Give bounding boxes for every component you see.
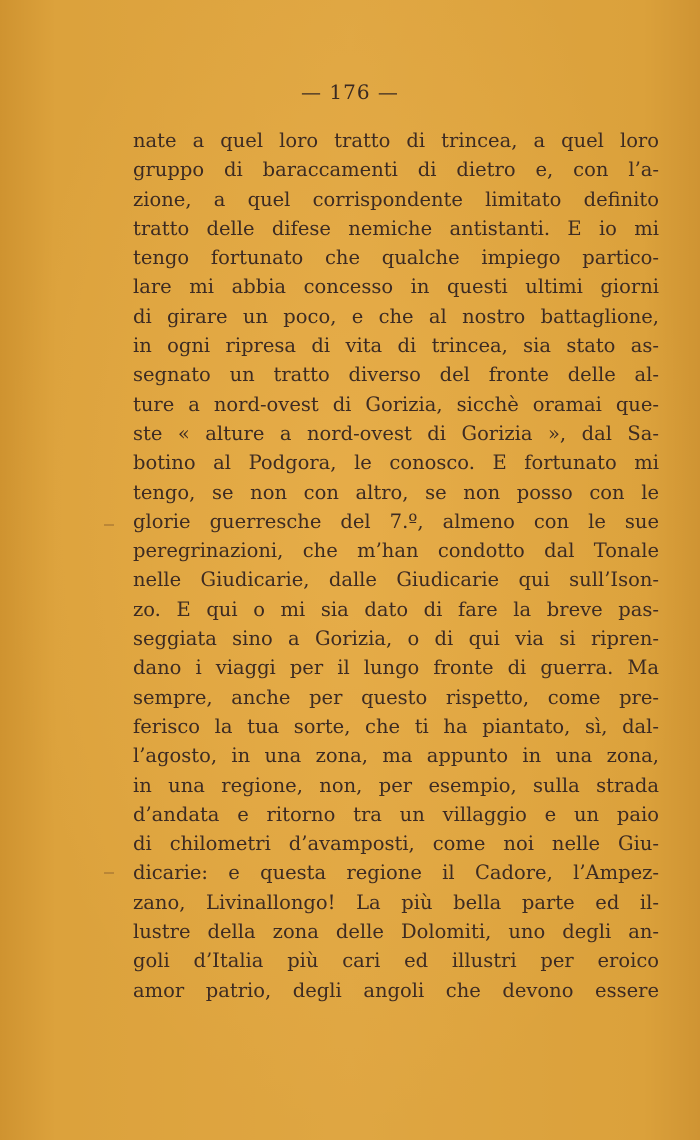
text-line: lare mi abbia concesso in questi ultimi giorni — [133, 275, 659, 299]
text-line: botino al Podgora, le conosco. E fortunato mi — [133, 451, 659, 475]
margin-mark — [104, 524, 114, 526]
text-line: di girare un poco, e che al nostro battaglione, — [133, 304, 659, 328]
text-line: amor patrio, degli angoli che devono essere — [133, 978, 659, 1002]
text-line: seggiata sino a Gorizia, o di qui via si ripren- — [133, 627, 659, 651]
margin-mark — [104, 872, 114, 874]
text-line: in ogni ripresa di vita di trincea, sia stato as- — [133, 334, 659, 358]
page-number: — 176 — — [301, 80, 399, 104]
text-line: zione, a quel corrispondente limitato definito — [133, 187, 659, 211]
text-line: zano, Livinallongo! La più bella parte ed il- — [133, 890, 659, 914]
text-line: tengo fortunato che qualche impiego partico- — [133, 246, 659, 270]
text-line: lustre della zona delle Dolomiti, uno degli an- — [133, 920, 659, 944]
text-line: l’agosto, in una zona, ma appunto in una zona, — [133, 744, 659, 768]
text-line: zo. E qui o mi sia dato di fare la breve pas- — [133, 597, 659, 621]
text-line: gruppo di baraccamenti di dietro e, con l’a- — [133, 158, 659, 182]
text-line: di chilometri d’avamposti, come noi nelle Giu- — [133, 832, 659, 856]
text-line: goli d’Italia più cari ed illustri per eroico — [133, 949, 659, 973]
text-line: ste « alture a nord-ovest di Gorizia », dal Sa- — [133, 421, 659, 445]
text-line: glorie guerresche del 7.º, almeno con le sue — [133, 509, 659, 533]
text-line: dicarie: e questa regione il Cadore, l’Ampez- — [133, 861, 659, 885]
text-line: sempre, anche per questo rispetto, come pre- — [133, 685, 659, 709]
text-line: in una regione, non, per esempio, sulla strada — [133, 773, 659, 797]
text-line: peregrinazioni, che m’han condotto dal Tonale — [133, 539, 659, 563]
text-line: tratto delle difese nemiche antistanti. E io mi — [133, 216, 659, 240]
text-line: ture a nord-ovest di Gorizia, sicchè oramai que- — [133, 392, 659, 416]
text-line: nelle Giudicarie, dalle Giudicarie qui sull’Ison- — [133, 568, 659, 592]
text-line: nate a quel loro tratto di trincea, a quel loro — [133, 129, 659, 152]
text-line: segnato un tratto diverso del fronte delle al- — [133, 363, 659, 387]
text-line: tengo, se non con altro, se non posso con le — [133, 480, 659, 504]
text-line: dano i viaggi per il lungo fronte di guerra. Ma — [133, 656, 659, 680]
text-line: d’andata e ritorno tra un villaggio e un paio — [133, 802, 659, 826]
text-line: ferisco la tua sorte, che ti ha piantato, sì, dal- — [133, 714, 659, 738]
body-text — [133, 126, 659, 1005]
